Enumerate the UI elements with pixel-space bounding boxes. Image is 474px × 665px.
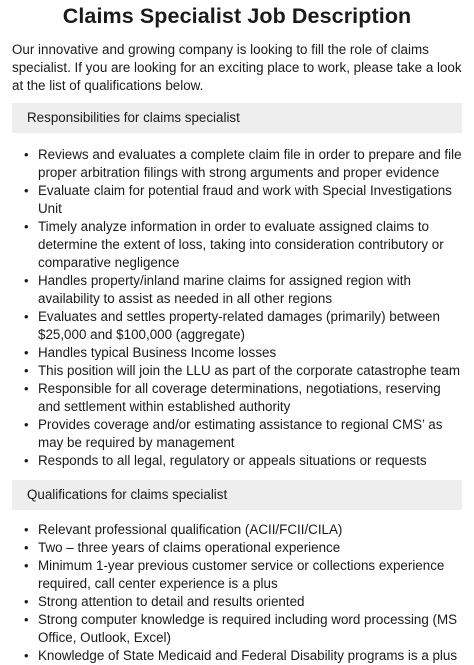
list-item: • Handles typical Business Income losses [38, 344, 462, 362]
responsibilities-list [12, 146, 462, 470]
list-item: • Two – three years of claims operational experience [38, 539, 462, 557]
list-item: • Handles property/inland marine claims for assigned region with availability to assist as needed in all other regions [38, 272, 462, 308]
page-title: Claims Specialist Job Description [62, 4, 412, 28]
list-item: • This position will join the LLU as part of the corporate catastrophe team [38, 362, 462, 380]
list-item: • Responsible for all coverage determinations, negotiations, reserving and settlement within established authority [38, 380, 462, 416]
qualifications-list [12, 521, 462, 665]
list-item: • Provides coverage and/or estimating assistance to regional CMS’ as may be required by management [38, 416, 462, 452]
list-item: • Strong computer knowledge is required including word processing (MS Office, Outlook, Excel) [38, 611, 462, 647]
list-item: • Relevant professional qualification (ACII/FCII/CILA) [38, 521, 462, 539]
list-item: • Evaluate claim for potential fraud and work with Special Investigations Unit [38, 182, 462, 218]
list-item: • Knowledge of State Medicaid and Federal Disability programs is a plus [38, 647, 462, 665]
qualifications-heading: Qualifications for claims specialist [12, 480, 462, 510]
list-item: • Responds to all legal, regulatory or appeals situations or requests [38, 452, 462, 470]
list-item: • Strong attention to detail and results oriented [38, 593, 462, 611]
list-item: • Minimum 1-year previous customer service or collections experience required, call center experience is a plus [38, 557, 462, 593]
intro-paragraph: Our innovative and growing company is looking to fill the role of claims specialist. If you are looking for an exciting place to work, please take a look at the list of qualifications below. [12, 42, 462, 93]
list-item: • Evaluates and settles property-related damages (primarily) between $25,000 and $100,000 (aggregate) [38, 308, 462, 344]
responsibilities-heading: Responsibilities for claims specialist [12, 103, 462, 133]
list-item: • Reviews and evaluates a complete claim file in order to prepare and file proper arbitration filings with strong arguments and proper evidence [38, 146, 462, 182]
list-item: • Timely analyze information in order to evaluate assigned claims to determine the extent of loss, taking into consideration contributory or comparative negligence [38, 218, 462, 272]
